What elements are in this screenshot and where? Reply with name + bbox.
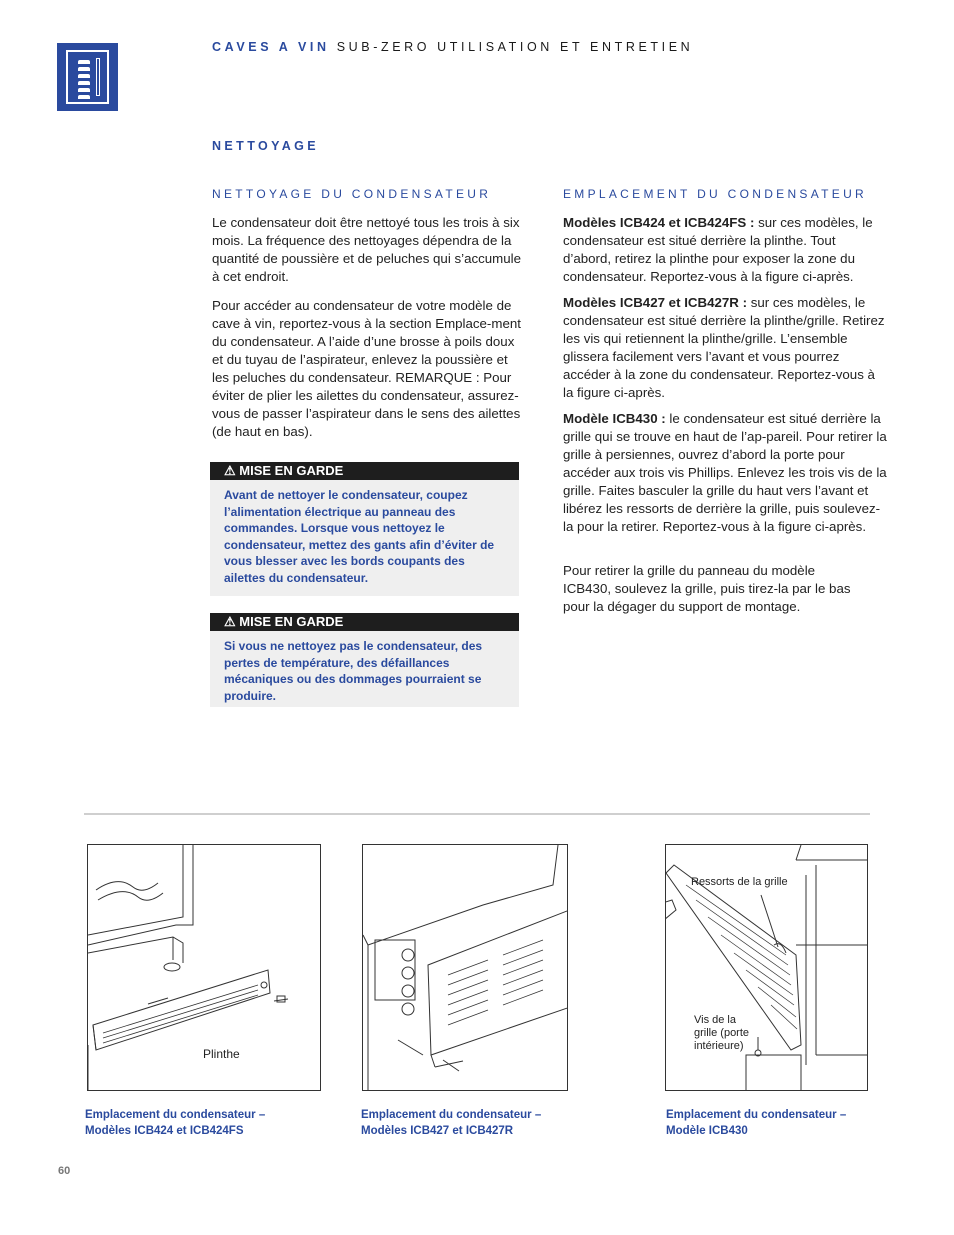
figure-label-springs: Ressorts de la grille [691, 876, 788, 888]
caption-line: Modèles ICB424 et ICB424FS [85, 1125, 244, 1137]
right-paragraph-4: Pour retirer la grille du panneau du modèle ICB430, soulevez la grille, puis tirez-la par le bas pour la dégager du support de montage. [563, 563, 851, 614]
model-label: Modèle ICB430 : [563, 411, 666, 426]
header-brand: CAVES A VIN [212, 40, 330, 54]
right-heading: EMPLACEMENT DU CONDENSATEUR [563, 187, 868, 201]
left-paragraph-1: Le condensateur doit être nettoyé tous les trois à six mois. La fréquence des nettoyages dépendra de la quantité de poussière et de peluches qui s’accumule à cet endroit. [212, 215, 521, 284]
section-title: NETTOYAGE [212, 139, 320, 153]
paragraph-text: sur ces modèles, le condensateur est situé derrière la plinthe. Tout d’abord, retirez la plinthe pour exposer la zone du condensateur. Reportez-vous à la figure ci-après. [563, 215, 873, 284]
warning-text: Avant de nettoyer le condensateur, coupez l’alimentation électrique au panneau des commandes. Lorsque vous nettoyez le condensateur, mettez des gants afin d’éviter de vous blesser avec les bords coupants des ailettes du condensateur. [224, 488, 495, 585]
running-header [212, 40, 693, 54]
warning-text: Si vous ne nettoyez pas le condensateur, des pertes de température, des défaillances mécaniques ou des dommages pourraient se produire. [224, 639, 483, 703]
warning-box-1 [210, 462, 519, 596]
page-number: 60 [58, 1165, 71, 1177]
figure-label-screws: Vis de la grille (porte intérieure) [694, 1014, 750, 1052]
warning-label: MISE EN GARDE [239, 614, 344, 629]
caption-line: Modèle ICB430 [666, 1125, 748, 1137]
figure-icb427 [362, 844, 568, 1091]
right-paragraph-3 [563, 410, 887, 536]
figure-icb427-illustration [363, 845, 568, 1091]
header-subtitle: SUB-ZERO UTILISATION ET ENTRETIEN [336, 40, 694, 54]
left-paragraph-2: Pour accéder au condensateur de votre modèle de cave à vin, reportez-vous à la section Emplace-ment du condensateur. A l’aide d’une brosse à poils doux et du tuyau de l’aspirateur, enlevez la poussière et les peluches du condensateur. REMARQUE : Pour éviter de plier les ailettes du condensateur, assurez-vous de passer l’aspirateur dans le sens des ailettes (de haut en bas). [212, 298, 521, 439]
paragraph-text: le condensateur est situé derrière la grille qui se trouve en haut de l’ap-pareil. Pour retirer la grille à persiennes, ouvrez d’abord la porte pour accéder aux trois vis Phillips. Enlevez les trois vis de la grille. Faites basculer la grille du haut vers l’avant et libérez les ressorts de derrière la grille, puis soulevez-la pour la retirer. Reportez-vous à la figure ci-après. [563, 411, 887, 534]
warning-box-2 [210, 613, 519, 707]
figure-caption-1 [85, 1107, 315, 1139]
divider [84, 813, 870, 815]
left-heading: NETTOYAGE DU CONDENSATEUR [212, 187, 492, 201]
warning-bar [210, 462, 519, 480]
caption-line: Emplacement du condensateur – [85, 1109, 266, 1121]
caption-line: Emplacement du condensateur – [361, 1109, 542, 1121]
right-paragraph-2 [563, 294, 887, 402]
model-label: Modèles ICB427 et ICB427R : [563, 295, 748, 310]
warning-label: MISE EN GARDE [239, 463, 344, 478]
caption-line: Emplacement du condensateur – [666, 1109, 847, 1121]
paragraph-text: sur ces modèles, le condensateur est situé derrière la plinthe/grille. Retirez les vis qui retiennent la plinthe/grille. L’ensemble glissera facilement vers l’avant et vous pourrez accéder à la zone du condensateur. Reportez-vous à la figure ci-après. [563, 295, 885, 400]
figure-caption-3 [666, 1107, 896, 1139]
warning-bar [210, 613, 519, 631]
warning-triangle-icon: ⚠ [224, 614, 236, 629]
model-label: Modèles ICB424 et ICB424FS : [563, 215, 755, 230]
figure-caption-2 [361, 1107, 591, 1139]
right-paragraph-1 [563, 214, 887, 286]
caption-line: Modèles ICB427 et ICB427R [361, 1125, 514, 1137]
wine-cabinet-icon [57, 43, 118, 111]
figure-label-plinthe: Plinthe [203, 1047, 240, 1061]
warning-triangle-icon: ⚠ [224, 463, 236, 478]
